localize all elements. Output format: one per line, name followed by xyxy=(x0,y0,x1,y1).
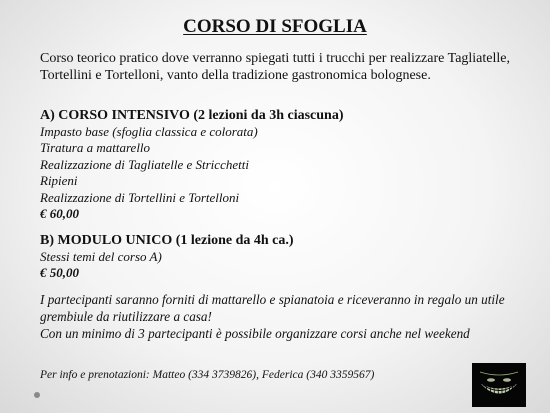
section-a-item: Tiratura a mattarello xyxy=(40,140,151,156)
section-a-item: Realizzazione di Tagliatelle e Stricchetti xyxy=(40,156,249,172)
slide-bullet-dot xyxy=(34,392,40,398)
section-b xyxy=(40,232,520,282)
note-supplies: I partecipanti saranno forniti di mattarello e spianatoia e riceveranno in regalo un utile grembiule da riutilizzare a casa! xyxy=(40,292,505,324)
section-b-item: Stessi temi del corso A) xyxy=(40,249,162,264)
cheshire-grin-icon xyxy=(472,363,526,407)
section-a-item: Realizzazione di Tortellini e Tortelloni xyxy=(40,189,240,205)
contact-info: Per info e prenotazioni: Matteo (334 3739826), Federica (340 3359567) xyxy=(40,369,375,381)
section-a-heading: A) CORSO INTENSIVO (2 lezioni da 3h ciascuna) xyxy=(40,108,344,123)
section-b-price: € 50,00 xyxy=(40,265,79,281)
course-notes xyxy=(40,291,520,342)
slide-title: CORSO DI SFOGLIA xyxy=(183,16,367,37)
course-intro: Corso teorico pratico dove verranno spiegati tutti i trucchi per realizzare Tagliatelle, Tortellini e Tortelloni, vanto della tradizione gastronomica bolognese. xyxy=(40,51,510,83)
section-a xyxy=(40,107,520,222)
section-b-heading: B) MODULO UNICO (1 lezione da 4h ca.) xyxy=(40,233,294,248)
cheshire-grin-logo xyxy=(472,363,526,407)
section-a-item: Ripieni xyxy=(40,173,78,189)
section-a-item: Impasto base (sfoglia classica e colorata) xyxy=(40,124,258,139)
note-weekend: Con un minimo di 3 partecipanti è possibile organizzare corsi anche nel weekend xyxy=(40,326,470,341)
section-a-price: € 60,00 xyxy=(40,206,79,222)
